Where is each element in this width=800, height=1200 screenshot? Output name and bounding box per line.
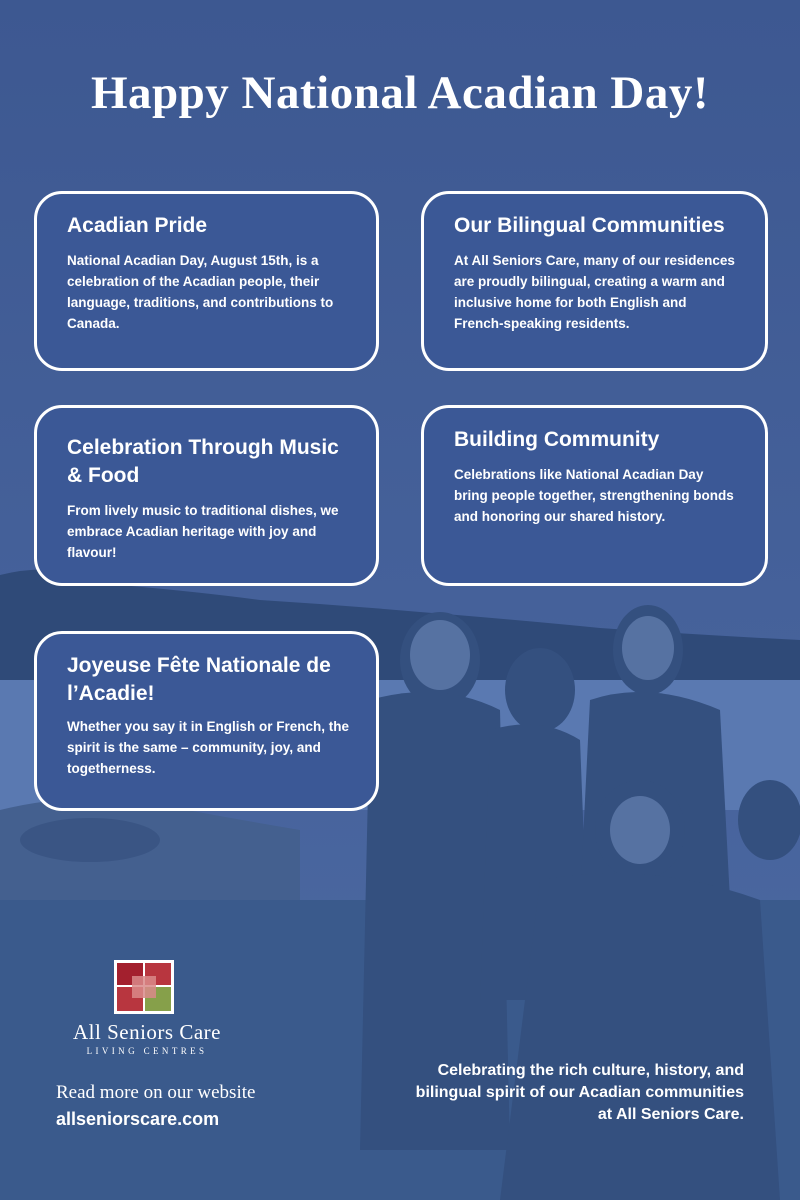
tagline: Celebrating the rich culture, history, and bilingual spirit of our Acadian communities at All Seniors Care. <box>415 1062 744 1123</box>
card-heading: Acadian Pride <box>67 214 208 237</box>
card-body: Whether you say it in English or French, the spirit is the same – community, joy, and togetherness. <box>67 719 350 776</box>
brand-name: All Seniors Care <box>73 1020 221 1044</box>
card-body: From lively music to traditional dishes, we embrace Acadian heritage with joy and flavour! <box>67 503 339 560</box>
card-body: At All Seniors Care, many of our residences are proudly bilingual, creating a warm and inclusive home for both English and French-speaking residents. <box>454 253 735 331</box>
page-title: Happy National Acadian Day! <box>90 67 710 119</box>
card-heading: Our Bilingual Communities <box>454 214 725 237</box>
card-body: Celebrations like National Acadian Day bring people together, strengthening bonds and honoring our shared history. <box>454 467 734 524</box>
card-bilingual-communities <box>421 191 768 371</box>
all-seniors-care-logo-icon <box>112 958 176 1016</box>
card-acadian-pride <box>34 191 379 371</box>
card-building-community <box>421 405 768 586</box>
card-heading: Celebration Through Music & Food <box>67 436 339 487</box>
card-body: National Acadian Day, August 15th, is a celebration of the Acadian people, their language, traditions, and contributions to Canada. <box>67 253 334 331</box>
brand-wordmark <box>56 1020 238 1056</box>
read-more-text: Read more on our website <box>56 1082 256 1103</box>
website-link[interactable]: allseniorscare.com <box>56 1109 220 1129</box>
card-heading: Building Community <box>454 428 660 451</box>
card-joyeuse-fete <box>34 631 379 811</box>
card-music-food <box>34 405 379 586</box>
card-heading: Joyeuse Fête Nationale de l’Acadie! <box>67 654 331 705</box>
brand-subtitle: LIVING CENTRES <box>86 1046 208 1056</box>
